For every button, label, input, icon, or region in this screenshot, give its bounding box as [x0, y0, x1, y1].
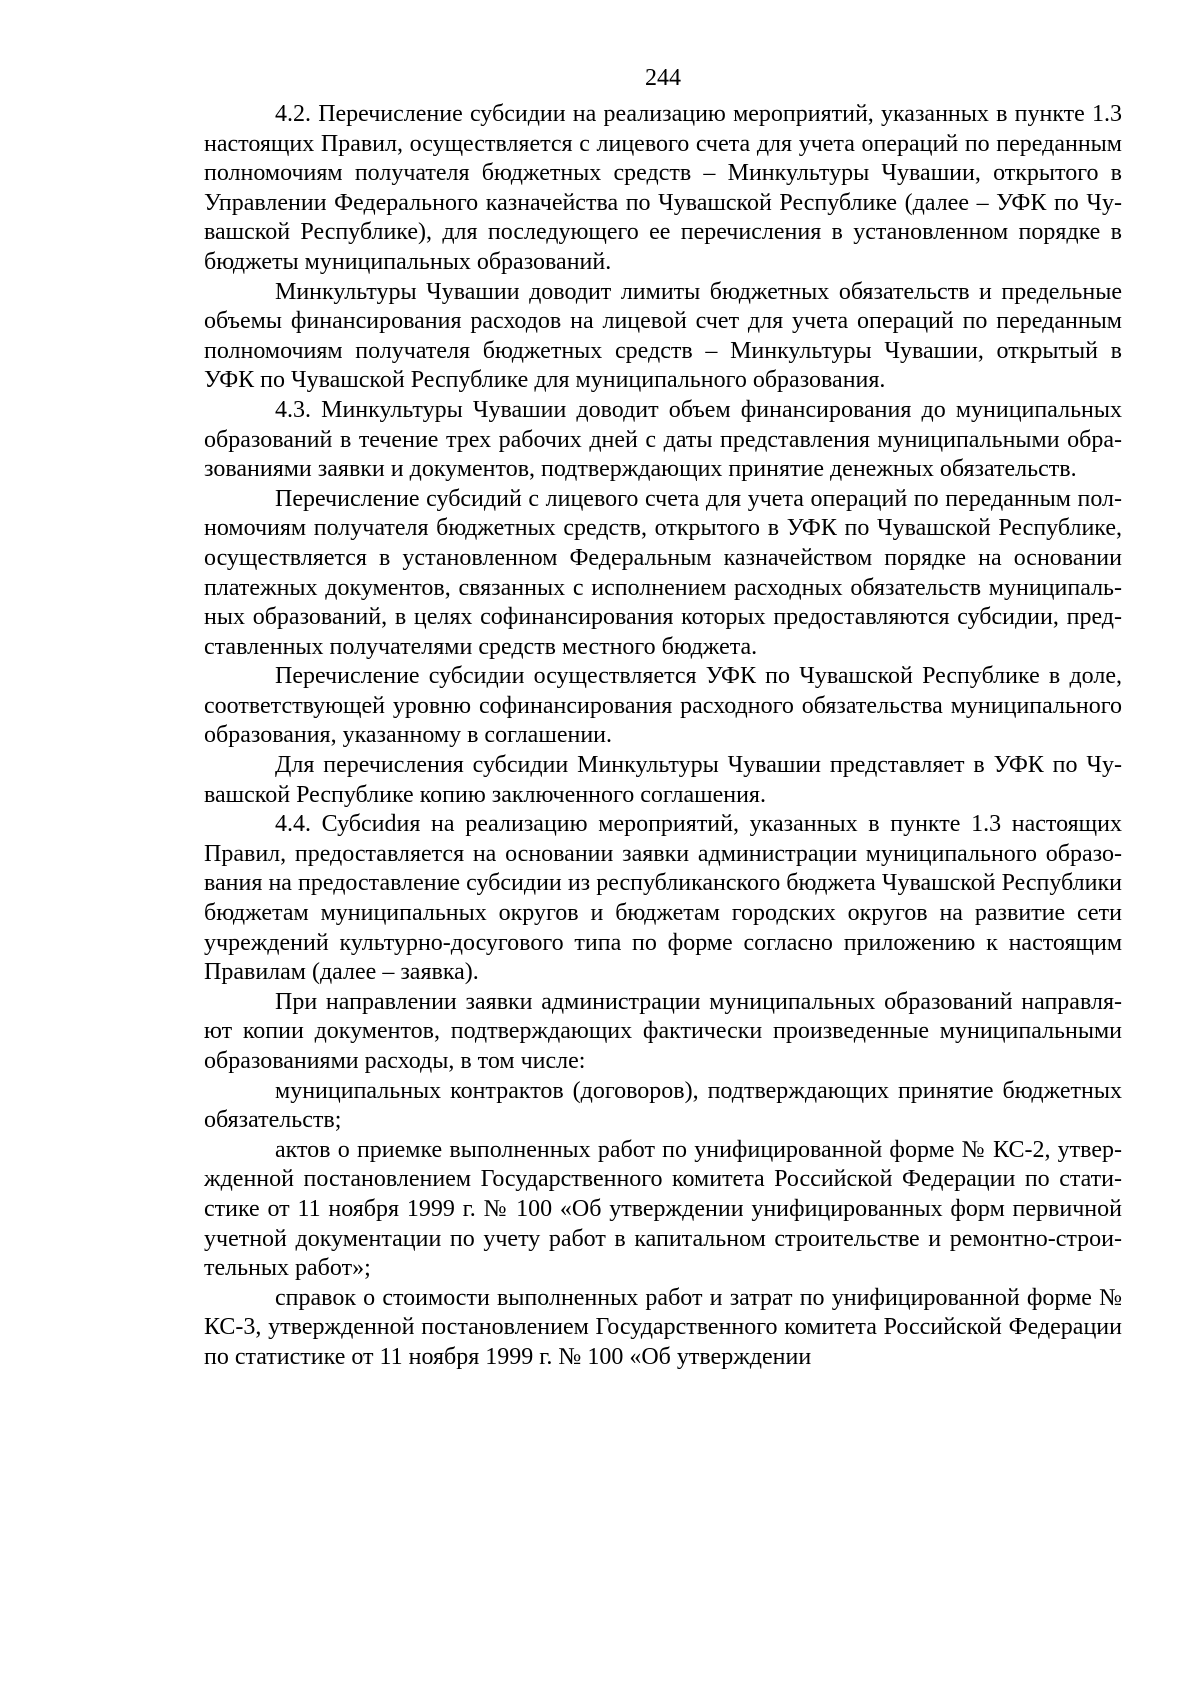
paragraph-4-3-financing: 4.3. Минкультуры Чувашии доводит объем финансирования до муниципальных образований в течение трех рабочих дней с даты представления муниципальными образованиями заявки и документов, подтверждающих принятие денежных обязательств.: [204, 396, 1122, 483]
list-item-ks3-certificates: справок о стоимости выполненных работ и затрат по унифицированной форме № КС-3, утвержденной постановлением Государственного комитета Российской Федерации по статистике от 11 ноября 1999 г. № 100 «Об утверждении: [204, 1284, 1122, 1370]
paragraph-budget-limits: Минкультуры Чувашии доводит лимиты бюджетных обязательств и предельные объемы финансирования расходов на лицевой счет для учета операций по переданным полномочиям получателя бюджетных средств – Минкультуры Чувашии, открытый в УФК по Чувашской Республике для муниципального образования.: [204, 278, 1122, 394]
paragraph-documents-list-intro: При направлении заявки администрации муниципальных образований направляют копии документов, подтверждающих фактически произведенные муниципальными образованиями расходы, в том числе:: [204, 988, 1122, 1074]
document-page: [204, 64, 1122, 1373]
page-number: 244: [645, 65, 681, 91]
list-item-contracts: муниципальных контрактов (договоров), подтверждающих принятие бюджетных обязательств;: [204, 1077, 1122, 1134]
paragraph-subsidy-account-transfer: Перечисление субсидий с лицевого счета для учета операций по переданным полномочиям получателя бюджетных средств, открытого в УФК по Чувашской Республике, осуществляется в установленном Федеральным казначейством порядке на основании платежных документов, связанных с исполнением расходных обязательств муниципальных образований, в целях софинансирования которых предоставляются субсидии, представленных получателями средств местного бюджета.: [204, 485, 1122, 660]
list-item-ks2-acts: актов о приемке выполненных работ по унифицированной форме № КС-2, утвержденной постановлением Государственного комитета Российской Федерации по статистике от 11 ноября 1999 г. № 100 «Об утверждении унифицированных форм первичной учетной документации по учету работ в капитальном строительстве и ремонтно-строительных работ»;: [204, 1136, 1122, 1282]
paragraph-4-4-application: 4.4. Субсиdия на реализацию мероприятий, указанных в пункте 1.3 настоящих Правил, предоставляется на основании заявки администрации муниципального образования на предоставление субсидии из республиканского бюджета Чувашской Республики бюджетам муниципальных округов и бюджетам городских округов на развитие сети учреждений культурно-досугового типа по форме согласно приложению к настоящим Правилам (далее – заявка).: [204, 811, 1122, 986]
paragraph-agreement-copy: Для перечисления субсидии Минкультуры Чувашии представляет в УФК по Чувашской Республике копию заключенного соглашения.: [204, 752, 1122, 808]
paragraph-ufk-transfer-share: Перечисление субсидии осуществляется УФК по Чувашской Республике в доле, соответствующей уровню софинансирования расходного обязательства муниципального образования, указанному в соглашении.: [204, 663, 1122, 749]
paragraph-4-2-transfer: 4.2. Перечисление субсидии на реализацию мероприятий, указанных в пункте 1.3 настоящих Правил, осуществляется с лицевого счета для учета операций по переданным полномочиям получателя бюджетных средств – Минкультуры Чувашии, открытого в Управлении Федерального казначейства по Чувашской Республике (далее – УФК по Чувашской Республике), для последующего ее перечисления в установленном порядке в бюджеты муниципальных образований.: [204, 101, 1122, 275]
